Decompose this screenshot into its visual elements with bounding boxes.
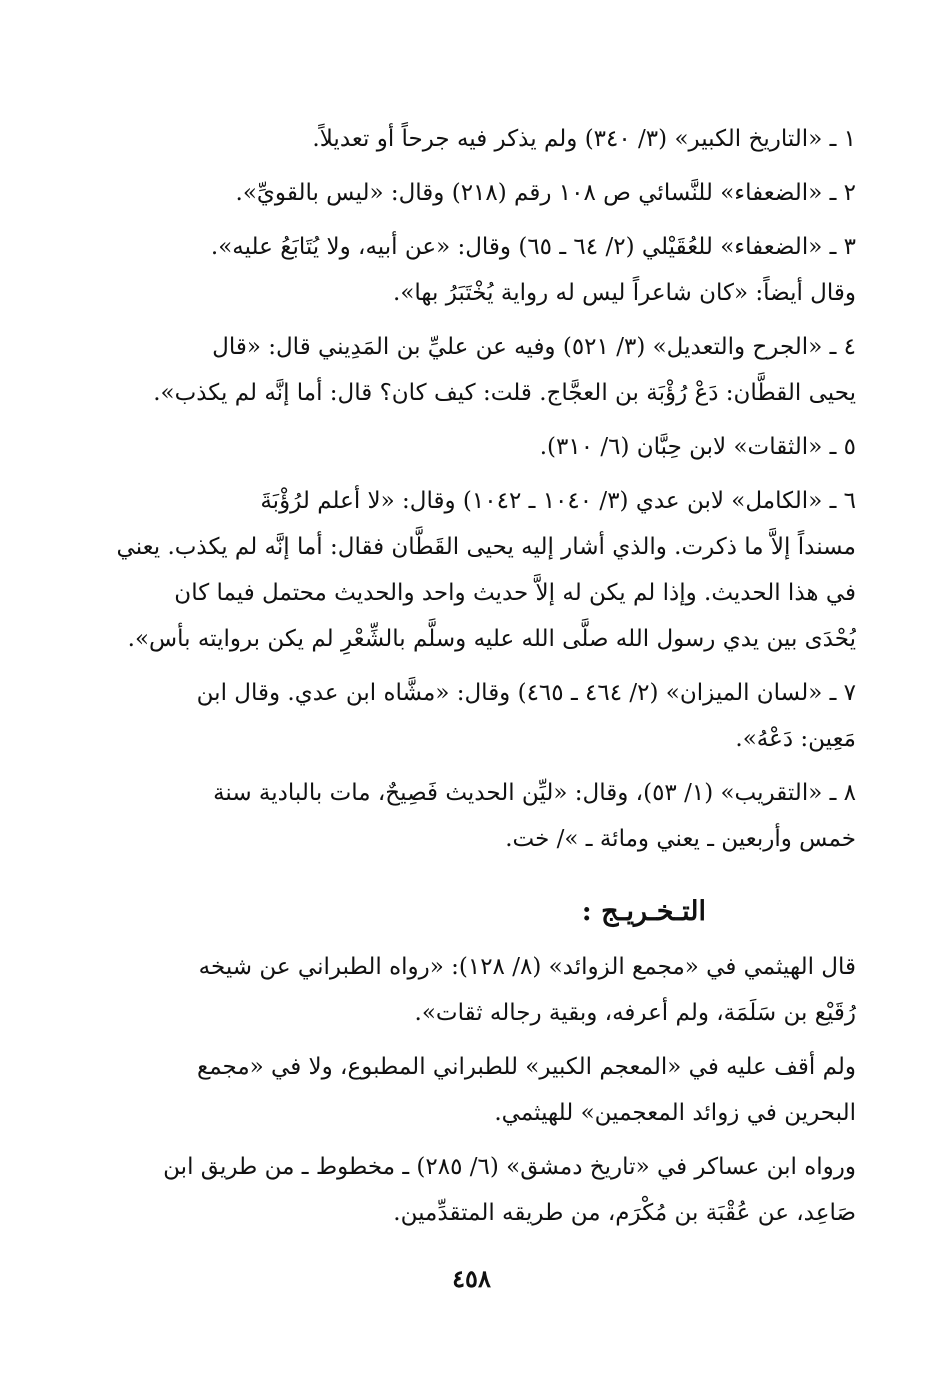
text-line: مسنداً إلاَّ ما ذكرت. والذي أشار إليه يحيى القَطَّان فقال: أما إنَّه لم يكذب. يعني (116, 534, 856, 560)
text-line: ٢ ـ «الضعفاء» للنَّسائي ص ١٠٨ رقم (٢١٨) وقال: «ليس بالقويِّ». (235, 180, 856, 206)
text-line: قال الهيثمي في «مجمع الزوائد» (٨/ ١٢٨): «رواه الطبراني عن شيخه (198, 954, 856, 980)
text-line: ٤ ـ «الجرح والتعديل» (٣/ ٥٢١) وفيه عن عليِّ بن المَدِيني قال: «قال (212, 334, 856, 360)
page-number: ٤٥٨ (452, 1264, 491, 1293)
footnote-3 (96, 224, 856, 316)
footnote-6 (96, 478, 856, 662)
footnote-4 (96, 324, 856, 416)
section-heading-takhrij: التـخـريـج : (581, 896, 706, 927)
text-line: ولم أقف عليه في «المعجم الكبير» للطبراني المطبوع، ولا في «مجمع (196, 1054, 856, 1080)
page-content (96, 116, 856, 1244)
text-line: ٧ ـ «لسان الميزان» (٢/ ٤٦٤ ـ ٤٦٥) وقال: «مشَّاه ابن عدي. وقال ابن (196, 680, 856, 706)
text-line: يُحْدَى بين يدي رسول الله صلَّى الله عليه وسلَّم بالشِّعْرِ لم يكن بروايته بأس». (127, 626, 856, 652)
text-line: رُقَيْع بن سَلَمَة، ولم أعرفه، وبقية رجاله ثقات». (414, 1000, 856, 1026)
text-line: ٣ ـ «الضعفاء» للعُقَيْلي (٢/ ٦٤ ـ ٦٥) وقال: «عن أبيه، ولا يُتَابَعُ عليه». (210, 234, 856, 260)
takhrij-paragraph-2 (96, 1044, 856, 1136)
text-line: ١ ـ «التاريخ الكبير» (٣/ ٣٤٠) ولم يذكر فيه جرحاً أو تعديلاً. (312, 126, 856, 152)
text-line: ٨ ـ «التقريب» (١/ ٥٣)، وقال: «ليِّن الحديث فَصِيحٌ، مات بالبادية سنة (213, 780, 856, 806)
text-line: خمس وأربعين ـ يعني ومائة ـ »/ خت. (505, 826, 856, 852)
text-line: صَاعِد، عن عُقْبَة بن مُكْرَم، من طريقه المتقدِّمين. (393, 1200, 856, 1226)
text-line: ٦ ـ «الكامل» لابن عدي (٣/ ١٠٤٠ ـ ١٠٤٢) وقال: «لا أعلم لرُؤْبَةَ (260, 488, 856, 514)
text-line: ورواه ابن عساكر في «تاريخ دمشق» (٦/ ٢٨٥) ـ مخطوط ـ من طريق ابن (163, 1154, 856, 1180)
text-line: مَعِين: دَعْهُ». (735, 726, 856, 752)
text-line: البحرين في زوائد المعجمين» للهيثمي. (494, 1100, 856, 1126)
text-line: يحيى القطَّان: دَعْ رُؤْبَة بن العجَّاج. قلت: كيف كان؟ قال: أما إنَّه لم يكذب». (153, 380, 856, 406)
footnote-8 (96, 770, 856, 862)
takhrij-paragraph-1 (96, 944, 856, 1036)
text-line: وقال أيضاً: «كان شاعراً ليس له رواية يُخْتَبَرُ بها». (393, 280, 856, 306)
footnote-5 (96, 424, 856, 470)
takhrij-paragraph-3 (96, 1144, 856, 1236)
footnote-2 (96, 170, 856, 216)
footnote-1 (96, 116, 856, 162)
text-line: في هذا الحديث. وإذا لم يكن له إلاَّ حديث واحد والحديث محتمل فيما كان (174, 580, 856, 606)
footnote-7 (96, 670, 856, 762)
text-line: ٥ ـ «الثقات» لابن حِبَّان (٦/ ٣١٠). (539, 434, 856, 460)
